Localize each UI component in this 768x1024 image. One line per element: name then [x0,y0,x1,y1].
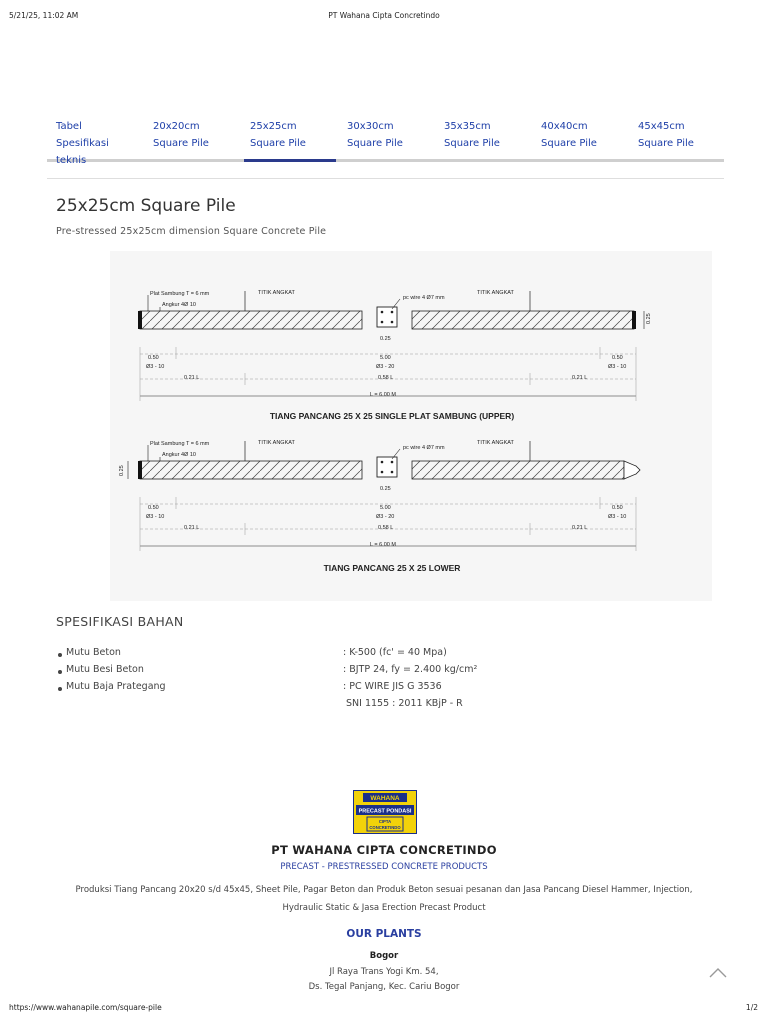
plants-heading: OUR PLANTS [346,928,422,940]
upper-cross-section [377,307,397,327]
upper-pile-right-body [412,311,634,329]
tab-label: Square Pile [153,138,209,149]
upper-pile-left-body [140,311,362,329]
tab-45x45[interactable] [638,118,724,162]
lower-seg-left: 0.21 L [184,525,200,531]
spec-label: Mutu Besi Beton [66,664,144,675]
lower-titik1-label: TITIK ANGKAT [258,440,295,446]
upper-mid-spacing: Ø3 - 20 [376,364,395,370]
tab-spec-table[interactable] [56,118,146,166]
logo-text-mid: PRECAST PONDASI [358,808,412,815]
upper-right-spacing: Ø3 - 10 [608,364,627,370]
upper-joint-plate [138,311,142,329]
size-tabs [47,118,724,166]
upper-titik2-label: TITIK ANGKAT [477,290,514,296]
lower-left-len: 0.50 [148,505,159,511]
spec-section-title: SPESIFIKASI BAHAN [56,614,184,629]
company-name: PT WAHANA CIPTA CONCRETINDO [271,843,497,857]
tab-25x25[interactable] [244,118,336,162]
company-description: Produksi Tiang Pancang 20x20 s/d 45x45, Sheet Pile, Pagar Beton dan Produk Beton sesuai pesanan dan Jasa Pancang Diesel Hammer, Injection, Hydraulic Static & Jasa Erection Precast Product [75,885,693,913]
spec-item [56,663,656,680]
upper-seg-left: 0.21 L [184,375,200,381]
lower-total-length: L = 6.00 M [370,542,396,548]
company-logo [353,790,417,834]
tab-label: teknis [56,155,87,166]
upper-joint-plate-right [632,311,636,329]
upper-mid-len: 5.00 [380,355,391,361]
plant-name: Bogor [369,951,399,961]
pile-technical-drawing [110,251,712,601]
upper-angkur-label: Angkur 4Ø 10 [162,302,196,308]
lower-pile-tip [624,461,640,479]
spec-label: Mutu Baja Prategang [66,681,166,692]
upper-titik1-label: TITIK ANGKAT [258,290,295,296]
tab-label: Spesifikasi [56,138,109,149]
lower-cross-section [377,457,397,477]
print-url: https://www.wahanapile.com/square-pile [9,1003,162,1012]
lower-right-spacing: Ø3 - 10 [608,514,627,520]
upper-side-dim: 0.25 [646,313,652,324]
tab-label: Square Pile [444,138,500,149]
lower-joint-plate [138,461,142,479]
tab-label: 40x40cm [541,121,588,132]
lower-drawing-title: TIANG PANCANG 25 X 25 LOWER [323,563,461,573]
print-datetime: 5/21/25, 11:02 AM [9,11,79,20]
lower-right-len: 0.50 [612,505,623,511]
spec-item [56,646,656,663]
upper-pile-labels [146,290,652,398]
tab-label: 45x45cm [638,121,685,132]
company-tagline: PRECAST - PRESTRESSED CONCRETE PRODUCTS [280,862,488,872]
tab-label: Square Pile [347,138,403,149]
upper-left-len: 0.50 [148,355,159,361]
spec-value: : BJTP 24, fy = 2.400 kg/cm² [343,664,478,675]
print-page-number: 1/2 [745,1003,758,1012]
tab-label: Tabel [56,121,82,132]
tab-label: Square Pile [638,138,694,149]
bullet-icon [58,670,62,674]
lower-seg-mid: 0.58 L [378,525,394,531]
lower-pc-wire-label: pc wire 4 Ø7 mm [403,445,445,451]
lower-left-spacing: Ø3 - 10 [146,514,165,520]
lower-section-dim: 0.25 [380,486,391,492]
active-tab-indicator [244,159,336,162]
spec-standard: SNI 1155 : 2011 KBjP - R [346,698,463,709]
upper-right-len: 0.50 [612,355,623,361]
lower-pile-labels [119,440,626,548]
spec-label: Mutu Beton [66,647,121,658]
plant-address-line2: Ds. Tegal Panjang, Kec. Cariu Bogor [308,982,460,992]
upper-section-dim: 0.25 [380,336,391,342]
logo-text-bot2: CONCRETINDO [369,825,401,830]
lower-pile-right-body [412,461,624,479]
plant-address-line1: Jl Raya Trans Yogi Km. 54, [329,967,439,977]
spec-value: : K-500 (fc' = 40 Mpa) [343,647,447,658]
print-title: PT Wahana Cipta Concretindo [328,11,440,20]
lower-plat-label: Plat Sambung T = 6 mm [150,441,210,447]
spec-list [56,646,656,697]
spec-item [56,680,656,697]
logo-text-top: WAHANA [370,795,400,802]
upper-pc-wire-label: pc wire 4 Ø7 mm [403,295,445,301]
upper-seg-mid: 0.58 L [378,375,394,381]
lower-pile-drawing [128,441,640,551]
logo-text-bot1: CIPTA [378,819,392,824]
lower-titik2-label: TITIK ANGKAT [477,440,514,446]
upper-pile-drawing [138,291,644,401]
lower-seg-right: 0.21 L [572,525,588,531]
page-title: 25x25cm Square Pile [56,196,236,216]
section-divider [47,178,724,179]
bullet-icon [58,687,62,691]
lower-angkur-label: Angkur 4Ø 10 [162,452,196,458]
lower-mid-spacing: Ø3 - 20 [376,514,395,520]
tab-label: 25x25cm [250,121,297,132]
bullet-icon [58,653,62,657]
tab-label: 30x30cm [347,121,394,132]
lower-pile-left-body [140,461,362,479]
lower-side-dim: 0.25 [119,465,125,476]
upper-left-spacing: Ø3 - 10 [146,364,165,370]
tab-label: Square Pile [250,138,306,149]
scroll-to-top-icon[interactable] [708,965,728,979]
tab-40x40[interactable] [541,118,631,162]
upper-plat-label: Plat Sambung T = 6 mm [150,291,210,297]
page-subtitle: Pre-stressed 25x25cm dimension Square Concrete Pile [56,226,327,237]
tab-label: 20x20cm [153,121,200,132]
tab-label: Square Pile [541,138,597,149]
upper-drawing-title: TIANG PANCANG 25 X 25 SINGLE PLAT SAMBUNG (UPPER) [269,411,515,421]
lower-mid-len: 5.00 [380,505,391,511]
tab-20x20[interactable] [153,118,243,162]
tab-30x30[interactable] [347,118,437,162]
upper-seg-right: 0.21 L [572,375,588,381]
tab-label: 35x35cm [444,121,491,132]
spec-value: : PC WIRE JIS G 3536 [343,681,442,692]
upper-total-length: L = 6.00 M [370,392,396,398]
tab-35x35[interactable] [444,118,534,162]
